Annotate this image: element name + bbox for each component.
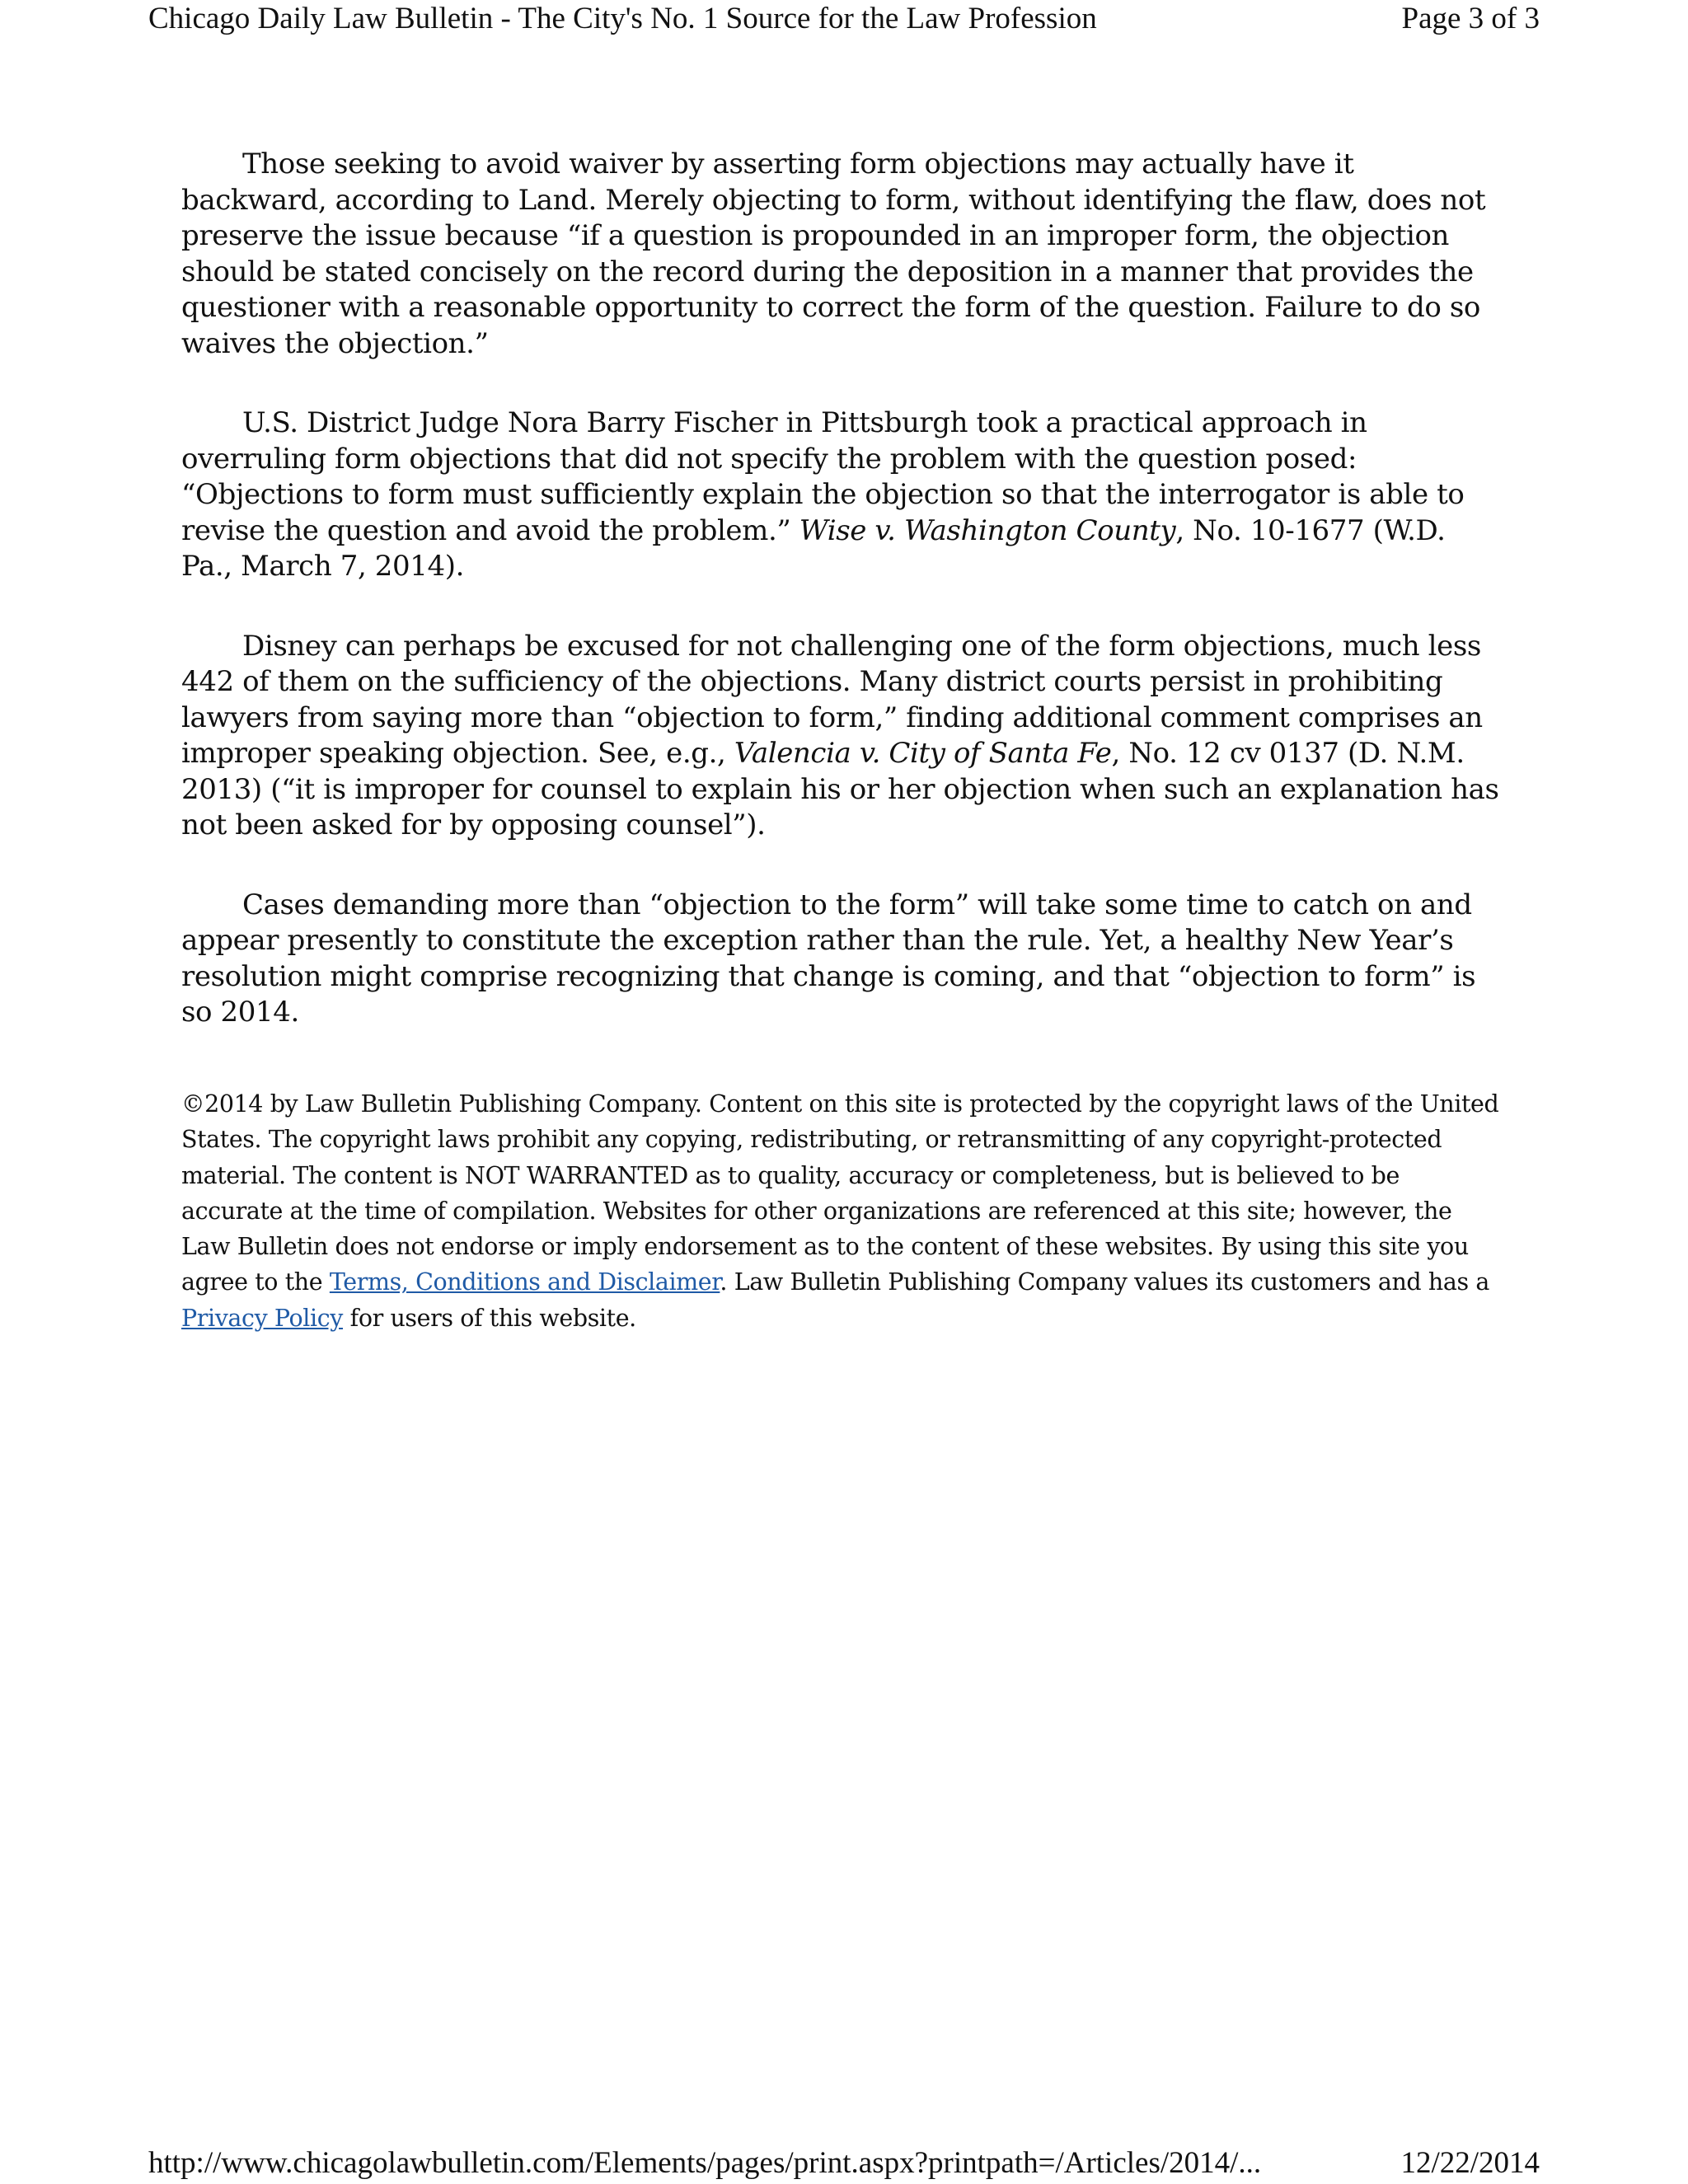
privacy-policy-link[interactable]: Privacy Policy [181, 1304, 344, 1332]
paragraph-3-cite: , No. 12 cv 0137 (D. N.M. 2013) (“it is improper for counsel to explain his or her objection when such an explanation has not been asked for by opposing counsel”). [181, 737, 1499, 841]
footer-url: http://www.chicagolawbulletin.com/Elements/pages/print.aspx?printpath=/Articles/2014/... [148, 2146, 1262, 2180]
copyright-text-middle: . Law Bulletin Publishing Company values its customers and has a [720, 1268, 1489, 1296]
copyright-text: ©2014 by Law Bulletin Publishing Company. Content on this site is protected by the copyright laws of the United States. The copyright laws prohibit any copying, redistributing, or retransmitting of any copyright-protected material. The content is NOT WARRANTED as to quality, accuracy or completeness, but is believed to be accurate at the time of compilation. Websites for other organizations are referenced at this site; however, the Law Bulletin does not endorse or imply endorsement as to the content of these websites. By using this site you agree to the [181, 1090, 1499, 1296]
paragraph-2-text: U.S. District Judge Nora Barry Fischer in Pittsburgh took a practical approach in overruling form objections that did not specify the problem with the question posed: “Objections to form must sufficiently explain the objection so that the interrogator is able to revise the question and avoid the problem.” [181, 406, 1465, 547]
copyright-text-end: for users of this website. [343, 1304, 636, 1332]
print-header [148, 0, 1540, 41]
footer-date: 12/22/2014 [1400, 2146, 1540, 2180]
terms-link[interactable]: Terms, Conditions and Disclaimer [329, 1268, 720, 1296]
paragraph-4: Cases demanding more than “objection to the form” will take some time to catch on and appear presently to constitute the exception rather than the rule. Yet, a healthy New Year’s resolution might comprise recognizing that change is coming, and that “objection to form” is so 2014. [181, 888, 1476, 1029]
copyright-notice [181, 1086, 1502, 1336]
case-name-wise: Wise v. Washington County [799, 513, 1176, 547]
article-body [181, 147, 1502, 1075]
case-name-valencia: Valencia v. City of Santa Fe [734, 737, 1112, 770]
paragraph-3-text: Disney can perhaps be excused for not challenging one of the form objections, much less 442 of them on the sufficiency of the objections. Many district courts persist in prohibiting lawyers from saying more than “objection to form,” finding additional comment comprises an improper speaking objection. See, e.g., [181, 629, 1483, 770]
page-number: Page 3 of 3 [1401, 2, 1540, 35]
paragraph-1: Those seeking to avoid waiver by asserting form objections may actually have it backward, according to Land. Merely objecting to form, without identifying the flaw, does not preserve the issue because “if a question is propounded in an improper form, the objection should be stated concisely on the record during the deposition in a manner that provides the questioner with a reasonable opportunity to correct the form of the question. Failure to do so waives the objection.” [181, 148, 1486, 360]
paragraph-2 [181, 405, 1502, 585]
paragraph-3 [181, 629, 1502, 844]
print-footer [148, 2143, 1540, 2184]
header-title: Chicago Daily Law Bulletin - The City's No. 1 Source for the Law Profession [148, 2, 1097, 35]
paragraph-2-cite: , No. 10-1677 (W.D. Pa., March 7, 2014). [181, 513, 1446, 583]
